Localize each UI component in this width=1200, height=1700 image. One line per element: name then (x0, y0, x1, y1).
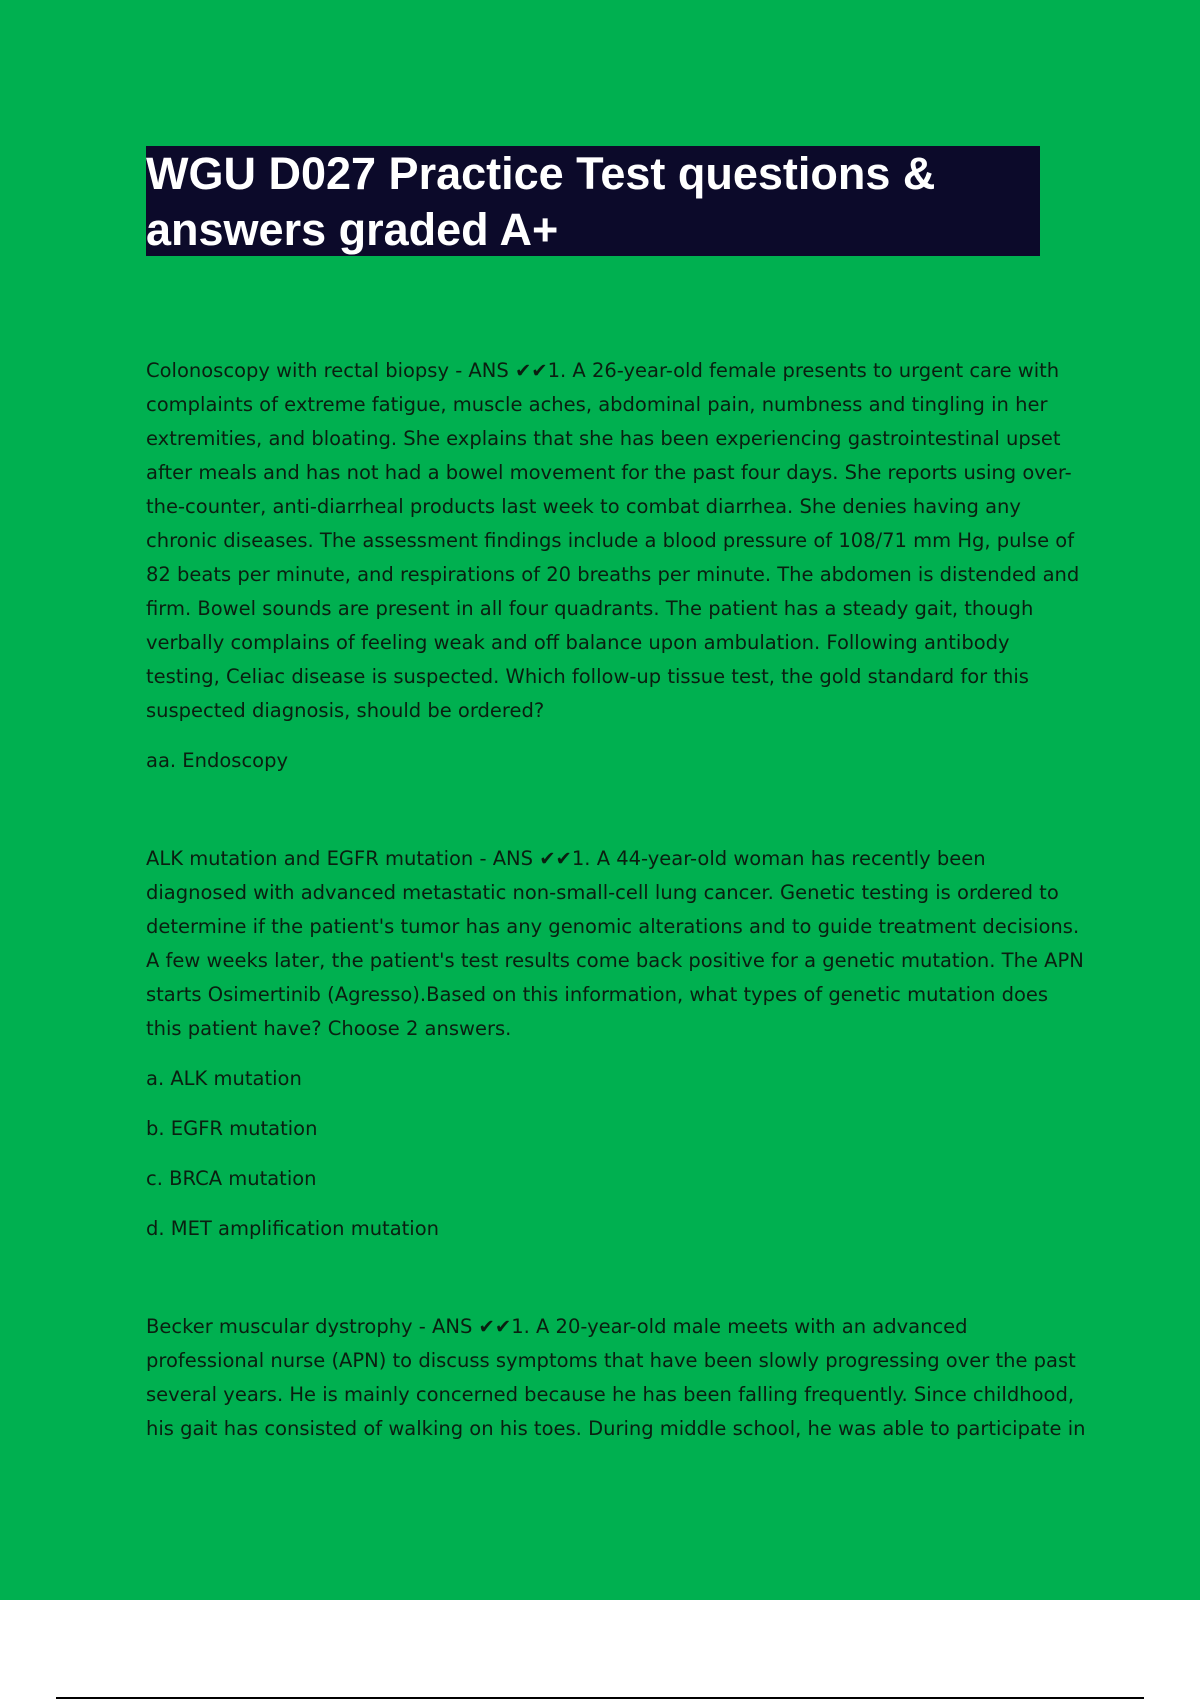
question-2-option-c: c. BRCA mutation (146, 1167, 317, 1190)
footer-rule (56, 1697, 1144, 1699)
question-1-option-a: aa. Endoscopy (146, 749, 289, 772)
question-2-option-b: b. EGFR mutation (146, 1117, 318, 1140)
document-title: WGU D027 Practice Test questions & answers graded A+ (146, 148, 936, 255)
question-3-text: Becker muscular dystrophy - ANS ✔✔1. A 20-year-old male meets with an advanced professional nurse (APN) to discuss symptoms that have been slowly progressing over the past several years. He is mainly concerned because he has been falling frequently. Since childhood, his gait has consisted of walking on his toes. During middle school, he was able to participate in (146, 1315, 1086, 1440)
question-2-text: ALK mutation and EGFR mutation - ANS ✔✔1. A 44-year-old woman has recently been diagnosed with advanced metastatic non-small-cell lung cancer. Genetic testing is ordered to determine if the patient's tumor has any genomic alterations and to guide treatment decisions. A few weeks later, the patient's test results come back positive for a genetic mutation. The APN starts Osimertinib (Agresso).Based on this information, what types of genetic mutation does this patient have? Choose 2 answers. (146, 847, 1084, 1040)
question-2-option-d: d. MET amplification mutation (146, 1217, 439, 1240)
document-body (146, 354, 1086, 1446)
section-gap (146, 1246, 1086, 1310)
question-1-text: Colonoscopy with rectal biopsy - ANS ✔✔1. A 26-year-old female presents to urgent care with complaints of extreme fatigue, muscle aches, abdominal pain, numbness and tingling in her extremities, and bloating. She explains that she has been experiencing gastrointestinal upset after meals and has not had a bowel movement for the past four days. She reports using over-the-counter, anti-diarrheal products last week to combat diarrhea. She denies having any chronic diseases. The assessment findings include a blood pressure of 108/71 mm Hg, pulse of 82 beats per minute, and respirations of 20 breaths per minute. The abdomen is distended and firm. Bowel sounds are present in all four quadrants. The patient has a steady gait, though verbally complains of feeling weak and off balance upon ambulation. Following antibody testing, Celiac disease is suspected. Which follow-up tissue test, the gold standard for this suspected diagnosis, should be ordered? (146, 359, 1080, 722)
question-2-option-a: a. ALK mutation (146, 1067, 302, 1090)
section-gap (146, 778, 1086, 842)
